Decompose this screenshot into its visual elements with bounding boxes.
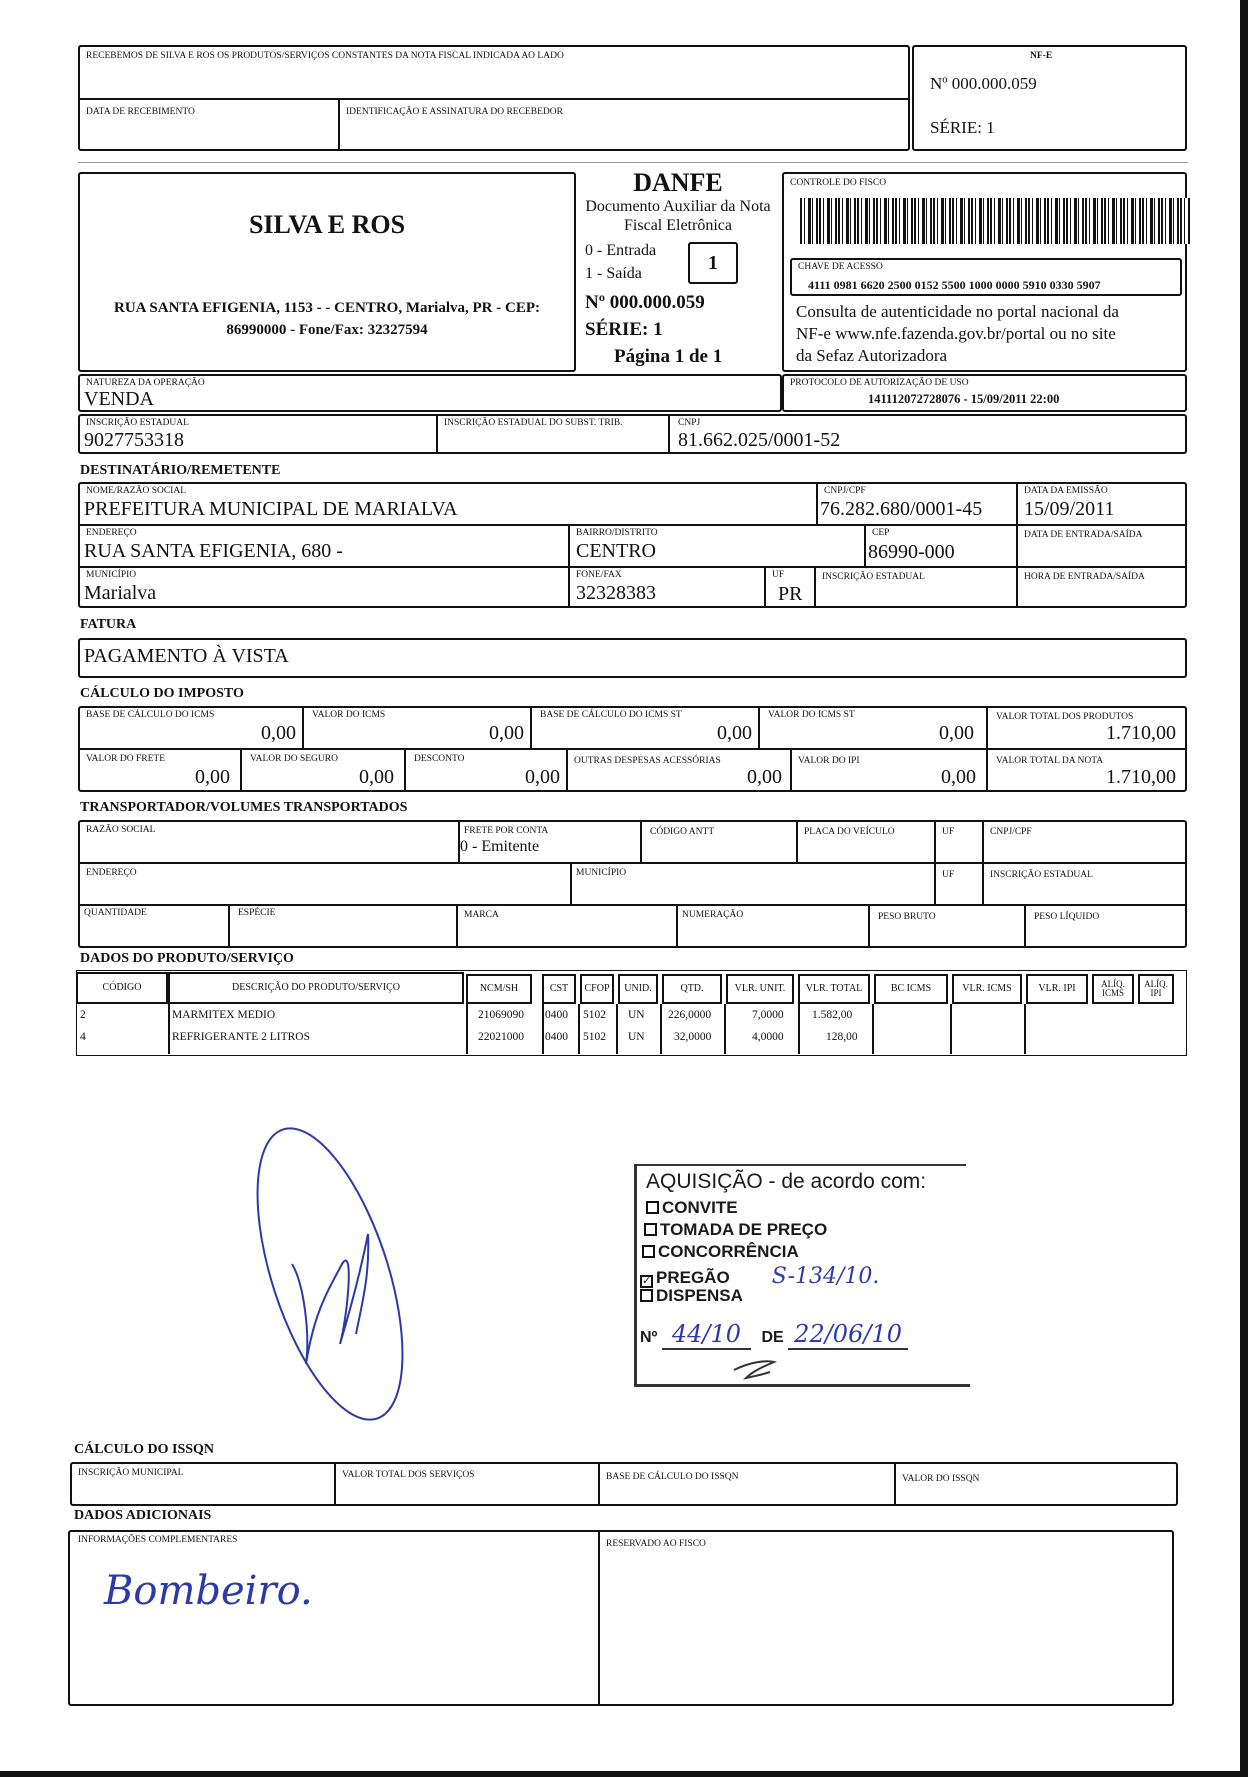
recipient-phone-label: FONE/FAX [576, 570, 622, 580]
row-ncm: 22021000 [478, 1031, 524, 1043]
prod-col-line-7 [724, 1004, 726, 1054]
nature-label: NATUREZA DA OPERAÇÃO [86, 378, 205, 388]
prod-col-line-3 [542, 1004, 544, 1054]
icms-st-base-label: BASE DE CÁLCULO DO ICMS ST [540, 710, 682, 720]
col-ncm: NCM/SH [466, 974, 532, 1004]
cut-line [78, 162, 1188, 163]
transport-div-9 [676, 904, 678, 948]
row-unit-price: 4,0000 [752, 1031, 784, 1043]
brand-label: MARCA [464, 910, 499, 920]
stamp-option-concorrencia [642, 1242, 799, 1262]
consult-line-3: da Sefaz Autorizadora [796, 346, 948, 365]
tax-r1-div-2 [530, 706, 532, 748]
transport-div-8 [456, 904, 458, 948]
row-total: 128,00 [826, 1031, 858, 1043]
recipient-section: DESTINATÁRIO/REMETENTE [80, 463, 281, 478]
col-unit-price: VLR. UNIT. [726, 974, 794, 1004]
carrier-uf-label: UF [942, 827, 955, 837]
transport-div-5 [982, 820, 984, 904]
col-bc-icms: BC ICMS [874, 974, 948, 1004]
recipient-uf-value: PR [778, 583, 803, 605]
prod-col-line-11 [1024, 1004, 1026, 1054]
stamp-option-label: DISPENSA [656, 1286, 743, 1305]
recipient-address-label: ENDEREÇO [86, 528, 137, 538]
row-cfop: 5102 [583, 1009, 606, 1021]
acquisition-stamp [628, 1160, 972, 1396]
col-qty: QTD. [662, 974, 722, 1004]
invoice-total-value: 1.710,00 [1106, 766, 1176, 788]
access-key-label: CHAVE DE ACESSO [798, 262, 883, 272]
discount-value: 0,00 [525, 766, 560, 788]
stamp-option-label: CONVITE [662, 1198, 738, 1217]
entry-time-label: HORA DE ENTRADA/SAÍDA [1024, 572, 1145, 582]
col-cst: CST [542, 974, 576, 1004]
complementary-info-handwritten: Bombeiro. [104, 1568, 313, 1614]
tax-r2-div-1 [240, 748, 242, 792]
issqn-box [70, 1462, 1178, 1506]
freight-by-value: 0 - Emitente [460, 838, 540, 855]
transport-div-4 [934, 820, 936, 904]
prod-col-line-6 [660, 1004, 662, 1054]
col-icms-rate: ALÍQ. ICMS [1092, 974, 1134, 1004]
issqn-value-label: VALOR DO ISSQN [902, 1474, 980, 1484]
receipt-date-label: DATA DE RECEBIMENTO [86, 107, 195, 117]
carrier-uf2-label: UF [942, 870, 955, 880]
recipient-row-line-2 [80, 566, 1185, 568]
issqn-services-label: VALOR TOTAL DOS SERVIÇOS [342, 1470, 475, 1480]
prod-col-line-2 [466, 1004, 468, 1054]
nature-value: VENDA [84, 388, 154, 410]
recipient-divider-3 [568, 524, 570, 608]
transport-div-10 [868, 904, 870, 948]
emitter-address-2: 86990000 - Fone/Fax: 32327594 [226, 322, 428, 338]
discount-label: DESCONTO [414, 754, 465, 764]
recipient-divider-2 [1016, 482, 1018, 608]
row-description: REFRIGERANTE 2 LITROS [172, 1031, 310, 1043]
danfe-entrada: 0 - Entrada [585, 242, 657, 259]
invoice-total-label: VALOR TOTAL DA NOTA [996, 756, 1104, 766]
other-expenses-value: 0,00 [747, 766, 782, 788]
emitter-address-1: RUA SANTA EFIGENIA, 1153 - - CENTRO, Marialva, PR - CEP: [114, 300, 540, 316]
danfe-series: SÉRIE: 1 [585, 319, 663, 340]
stamp-left-border [634, 1164, 637, 1384]
row-code: 4 [80, 1031, 86, 1043]
receipt-signature-label: IDENTIFICAÇÃO E ASSINATURA DO RECEBEDOR [346, 107, 563, 117]
received-text: RECEBEMOS DE SILVA E ROS OS PRODUTOS/SERVIÇOS CONSTANTES DA NOTA FISCAL INDICADA AO LADO [86, 51, 564, 61]
emitter-name: SILVA E ROS [248, 210, 406, 239]
invoice-value: PAGAMENTO À VISTA [84, 645, 289, 667]
additional-divider [598, 1530, 600, 1706]
stamp-number-value: 44/10 [662, 1320, 751, 1350]
stamp-option-label: PREGÃO [656, 1268, 730, 1287]
entry-date-label: DATA DE ENTRADA/SAÍDA [1024, 530, 1143, 540]
consult-line-2: NF-e www.nfe.fazenda.gov.br/portal ou no site [796, 324, 1116, 343]
transport-row-line-2 [80, 904, 1185, 906]
recipient-cep-value: 86990-000 [868, 541, 955, 563]
checkbox-icon [646, 1201, 659, 1214]
recipient-cnpj-value: 76.282.680/0001-45 [820, 498, 983, 520]
row-ncm: 21069090 [478, 1009, 524, 1021]
issqn-div-2 [598, 1462, 600, 1506]
checkbox-icon [642, 1245, 655, 1258]
carrier-name-label: RAZÃO SOCIAL [86, 825, 156, 835]
receipt-divider-v [338, 98, 340, 150]
fisco-control-label: CONTROLE DO FISCO [790, 178, 887, 188]
row-total: 1.582,00 [812, 1009, 853, 1021]
col-total: VLR. TOTAL [798, 974, 870, 1004]
ie-st-label: INSCRIÇÃO ESTADUAL DO SUBST. TRIB. [444, 418, 623, 428]
access-key-value: 4111 0981 6620 2500 0152 5500 1000 0000 5910 0330 5907 [808, 278, 1101, 292]
tax-section: CÁLCULO DO IMPOSTO [80, 686, 244, 701]
issqn-base-label: BASE DE CÁLCULO DO ISSQN [606, 1472, 739, 1482]
protocol-value: 141112072728076 - 15/09/2011 22:00 [868, 392, 1060, 406]
carrier-cnpj-label: CNPJ/CPF [990, 827, 1032, 837]
stamp-initials [730, 1356, 790, 1382]
stamp-number-prefix: Nº [640, 1329, 658, 1346]
stamp-number-line [640, 1320, 908, 1348]
recipient-city-label: MUNICÍPIO [86, 570, 137, 580]
recipient-divider-5 [764, 566, 766, 608]
row-description: MARMITEX MEDIO [172, 1009, 276, 1021]
carrier-address-label: ENDEREÇO [86, 868, 137, 878]
emission-date-label: DATA DA EMISSÃO [1024, 486, 1108, 496]
transport-section: TRANSPORTADOR/VOLUMES TRANSPORTADOS [80, 800, 408, 815]
cnpj-value: 81.662.025/0001-52 [678, 429, 841, 451]
recipient-name-value: PREFEITURA MUNICIPAL DE MARIALVA [84, 498, 458, 520]
prod-col-line-5 [616, 1004, 618, 1054]
prod-col-line-9 [872, 1004, 874, 1054]
issqn-municipal-label: INSCRIÇÃO MUNICIPAL [78, 1468, 184, 1478]
prod-col-line-10 [950, 1004, 952, 1054]
ie-label: INSCRIÇÃO ESTADUAL [86, 418, 189, 428]
insurance-label: VALOR DO SEGURO [250, 754, 338, 764]
quantity-label: QUANTIDADE [84, 908, 147, 918]
freight-label: VALOR DO FRETE [86, 754, 165, 764]
invoice-section: FATURA [80, 617, 137, 632]
icms-base-value: 0,00 [261, 722, 296, 744]
receipt-nfe-label: NF-E [1030, 51, 1053, 61]
stamp-option-dispensa [640, 1286, 743, 1306]
recipient-cnpj-label: CNPJ/CPF [824, 486, 866, 496]
emitter-box [78, 172, 576, 372]
numbering-label: NUMERAÇÃO [682, 910, 744, 920]
tax-r2-div-3 [566, 748, 568, 792]
protocol-label: PROTOCOLO DE AUTORIZAÇÃO DE USO [790, 378, 969, 388]
icms-st-value-label: VALOR DO ICMS ST [768, 710, 855, 720]
stamp-top-border [636, 1164, 966, 1166]
checked-checkbox-icon: ✓ [642, 1275, 652, 1287]
tax-r1-div-4 [986, 706, 988, 748]
receipt-number: Nº 000.000.059 [930, 74, 1037, 93]
transport-div-11 [1024, 904, 1026, 948]
freight-by-label: FRETE POR CONTA [464, 826, 549, 836]
products-total-label: VALOR TOTAL DOS PRODUTOS [996, 712, 1134, 722]
prod-col-line-4 [578, 1004, 580, 1054]
gross-weight-label: PESO BRUTO [878, 912, 936, 922]
recipient-divider-6 [814, 566, 816, 608]
freight-value: 0,00 [195, 766, 230, 788]
transport-div-6 [570, 862, 572, 904]
ie-value: 9027753318 [84, 429, 184, 451]
transport-box [78, 820, 1187, 948]
recipient-uf-label: UF [772, 570, 785, 580]
recipient-divider-1 [816, 482, 818, 524]
handwritten-signature [244, 1114, 414, 1434]
ie-divider-2 [668, 414, 670, 454]
col-description: DESCRIÇÃO DO PRODUTO/SERVIÇO [168, 972, 464, 1004]
recipient-state-reg-label: INSCRIÇÃO ESTADUAL [822, 572, 925, 582]
stamp-title: AQUISIÇÃO - de acordo com: [646, 1170, 927, 1193]
row-code: 2 [80, 1009, 86, 1021]
plate-label: PLACA DO VEÍCULO [804, 827, 895, 837]
danfe-saida: 1 - Saída [585, 265, 642, 282]
issqn-div-1 [334, 1462, 336, 1506]
col-cfop: CFOP [580, 974, 614, 1004]
complementary-info-label: INFORMAÇÕES COMPLEMENTARES [78, 1535, 238, 1545]
tax-r2-div-5 [986, 748, 988, 792]
prod-col-line-8 [798, 1004, 800, 1054]
danfe-subtitle-2: Fiscal Eletrônica [624, 217, 732, 234]
tax-r1-div-3 [758, 706, 760, 748]
emission-date-value: 15/09/2011 [1024, 498, 1115, 520]
prod-col-line-1 [168, 1004, 170, 1054]
row-qty: 32,0000 [674, 1031, 712, 1043]
transport-div-7 [228, 904, 230, 948]
receipt-divider [80, 98, 908, 100]
stamp-option-convite [646, 1198, 738, 1218]
net-weight-label: PESO LÍQUIDO [1034, 912, 1100, 922]
stamp-option-tomada [644, 1220, 827, 1240]
stamp-option-label: CONCORRÊNCIA [658, 1242, 799, 1261]
recipient-district-label: BAIRRO/DISTRITO [576, 528, 658, 538]
products-total-value: 1.710,00 [1106, 722, 1176, 744]
icms-st-base-value: 0,00 [717, 722, 752, 744]
barcode [800, 198, 1190, 244]
recipient-district-value: CENTRO [576, 540, 656, 562]
tax-r2-div-4 [790, 748, 792, 792]
insurance-value: 0,00 [359, 766, 394, 788]
danfe-number: Nº 000.000.059 [585, 292, 705, 313]
stamp-bottom-border [634, 1384, 970, 1387]
products-section: DADOS DO PRODUTO/SERVIÇO [80, 951, 294, 966]
danfe-page: Página 1 de 1 [614, 346, 723, 367]
recipient-cep-label: CEP [872, 528, 890, 538]
row-cst: 0400 [545, 1031, 568, 1043]
col-unit: UNID. [618, 974, 658, 1004]
species-label: ESPÉCIE [238, 908, 276, 918]
transport-div-3 [796, 820, 798, 862]
issqn-div-3 [894, 1462, 896, 1506]
recipient-name-label: NOME/RAZÃO SOCIAL [86, 486, 187, 496]
antt-label: CÓDIGO ANTT [650, 827, 715, 837]
row-unit: UN [628, 1031, 645, 1043]
icms-st-value-value: 0,00 [939, 722, 974, 744]
danfe-type-value: 1 [708, 252, 718, 274]
danfe-title: DANFE [633, 168, 723, 197]
ipi-label: VALOR DO IPI [798, 756, 860, 766]
tax-row-line [80, 748, 1185, 750]
icms-value-label: VALOR DO ICMS [312, 710, 386, 720]
reserved-fisco-label: RESERVADO AO FISCO [606, 1539, 706, 1549]
recipient-divider-4 [864, 524, 866, 566]
pregao-handwritten: S-134/10. [771, 1264, 880, 1289]
stamp-date-value: 22/06/10 [788, 1320, 908, 1350]
ipi-value: 0,00 [941, 766, 976, 788]
carrier-state-reg-label: INSCRIÇÃO ESTADUAL [990, 870, 1093, 880]
tax-r2-div-2 [404, 748, 406, 792]
ie-box [78, 414, 1187, 454]
recipient-address-value: RUA SANTA EFIGENIA, 680 - [84, 540, 343, 562]
icms-base-label: BASE DE CÁLCULO DO ICMS [86, 710, 215, 720]
transport-div-2 [640, 820, 642, 862]
checkbox-icon [640, 1289, 653, 1302]
stamp-option-label: TOMADA DE PREÇO [660, 1220, 828, 1239]
col-ipi-value: VLR. IPI [1026, 974, 1088, 1004]
stamp-date-prefix: DE [761, 1329, 784, 1346]
additional-box [68, 1530, 1174, 1706]
additional-section: DADOS ADICIONAIS [74, 1508, 212, 1523]
icms-value-value: 0,00 [489, 722, 524, 744]
tax-r1-div-1 [302, 706, 304, 748]
recipient-city-value: Marialva [84, 582, 157, 604]
row-unit-price: 7,0000 [752, 1009, 784, 1021]
receipt-series: SÉRIE: 1 [930, 118, 995, 137]
ie-divider-1 [436, 414, 438, 454]
col-icms-value: VLR. ICMS [952, 974, 1022, 1004]
col-code: CÓDIGO [76, 972, 168, 1004]
recipient-phone-value: 32328383 [576, 582, 656, 604]
cnpj-label: CNPJ [678, 418, 701, 428]
transport-row-line-1 [80, 862, 1185, 864]
checkbox-icon [644, 1223, 657, 1236]
danfe-type-box [688, 242, 738, 284]
col-ipi-rate: ALÍQ. IPI [1138, 974, 1174, 1004]
other-expenses-label: OUTRAS DESPESAS ACESSÓRIAS [574, 756, 721, 766]
row-cst: 0400 [545, 1009, 568, 1021]
consult-line-1: Consulta de autenticidade no portal nacional da [796, 302, 1119, 321]
row-qty: 226,0000 [668, 1009, 712, 1021]
row-unit: UN [628, 1009, 645, 1021]
recipient-row-line-1 [80, 524, 1185, 526]
carrier-city-label: MUNICÍPIO [576, 868, 627, 878]
danfe-subtitle-1: Documento Auxiliar da Nota [585, 198, 771, 215]
row-cfop: 5102 [583, 1031, 606, 1043]
issqn-section: CÁLCULO DO ISSQN [74, 1442, 215, 1457]
